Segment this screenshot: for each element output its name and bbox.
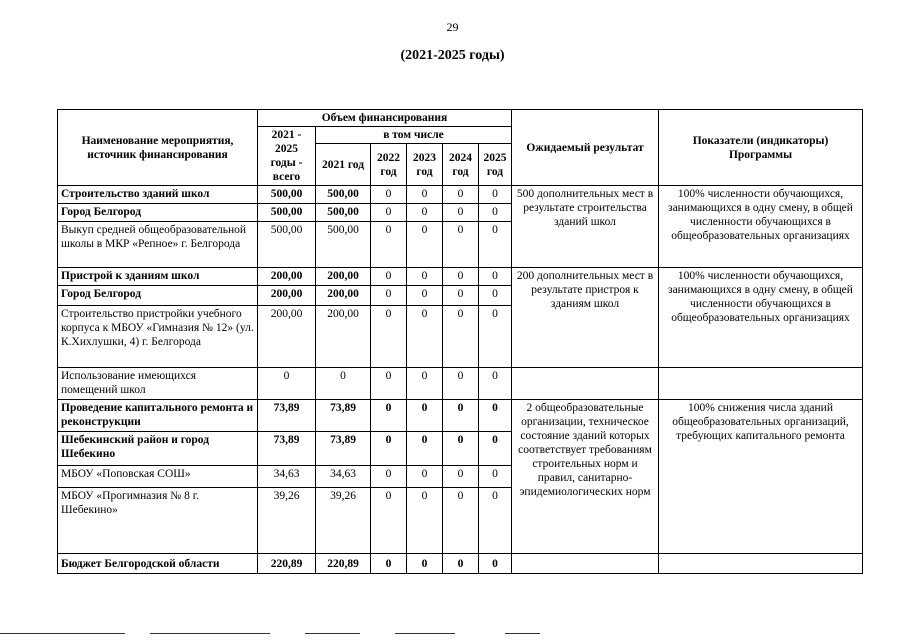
cell-2023: 0 xyxy=(407,368,443,400)
scan-artifact-line xyxy=(150,633,270,634)
indicator-empty xyxy=(659,554,863,574)
cell-2023: 0 xyxy=(407,400,443,432)
result-annex: 200 дополнительных мест в результате пристроя к зданиям школ xyxy=(512,268,659,368)
row-name: Использование имеющихся помещений школ xyxy=(58,368,258,400)
cell-2024: 0 xyxy=(443,488,479,554)
cell-2022: 0 xyxy=(371,368,407,400)
cell-2024: 0 xyxy=(443,554,479,574)
cell-total: 34,63 xyxy=(258,466,316,488)
cell-2023: 0 xyxy=(407,554,443,574)
cell-2021: 73,89 xyxy=(316,400,371,432)
header-name: Наименование мероприятия, источник финансирования xyxy=(58,110,258,186)
cell-total: 0 xyxy=(258,368,316,400)
scan-artifact-line xyxy=(305,633,360,634)
cell-total: 500,00 xyxy=(258,186,316,204)
cell-2022: 0 xyxy=(371,466,407,488)
cell-2021: 34,63 xyxy=(316,466,371,488)
header-indicators: Показатели (индикаторы) Программы xyxy=(659,110,863,186)
cell-2021: 200,00 xyxy=(316,306,371,368)
cell-total: 200,00 xyxy=(258,286,316,306)
indicator-repair: 100% снижения числа зданий общеобразовательных организаций, требующих капитального ремонта xyxy=(659,400,863,554)
cell-2021: 39,26 xyxy=(316,488,371,554)
cell-2024: 0 xyxy=(443,432,479,466)
header-2022: 2022 год xyxy=(371,144,407,186)
cell-2021: 73,89 xyxy=(316,432,371,466)
header-funding: Объем финансирования xyxy=(258,110,512,127)
row-name: Город Белгород xyxy=(58,286,258,306)
cell-2023: 0 xyxy=(407,268,443,286)
cell-2022: 0 xyxy=(371,488,407,554)
indicator-annex: 100% численности обучающихся, занимающихся в одну смену, в общей численности обучающихся в общеобразовательных организациях xyxy=(659,268,863,368)
cell-2022: 0 xyxy=(371,268,407,286)
cell-total: 39,26 xyxy=(258,488,316,554)
cell-2021: 500,00 xyxy=(316,186,371,204)
cell-2025: 0 xyxy=(479,400,512,432)
cell-total: 500,00 xyxy=(258,222,316,268)
row-name: МБОУ «Поповская СОШ» xyxy=(58,466,258,488)
cell-2022: 0 xyxy=(371,432,407,466)
cell-2021: 200,00 xyxy=(316,268,371,286)
result-repair: 2 общеобразовательные организации, техническое состояние зданий которых соответствует требованиям строительных норм и правил, санитарно-эпидемиологических норм xyxy=(512,400,659,554)
indicator-schools: 100% численности обучающихся, занимающихся в одну смену, в общей численности обучающихся в общеобразовательных организациях xyxy=(659,186,863,268)
cell-2021: 200,00 xyxy=(316,286,371,306)
cell-2023: 0 xyxy=(407,488,443,554)
cell-2021: 220,89 xyxy=(316,554,371,574)
cell-2025: 0 xyxy=(479,222,512,268)
table-row xyxy=(58,554,863,574)
row-name: Строительство пристройки учебного корпуса к МБОУ «Гимназия № 12» (ул. К.Хихлушки, 4) г. Белгорода xyxy=(58,306,258,368)
table-row xyxy=(58,268,863,286)
row-name: Шебекинский район и город Шебекино xyxy=(58,432,258,466)
cell-2022: 0 xyxy=(371,222,407,268)
scan-artifact-line xyxy=(0,633,125,634)
cell-2023: 0 xyxy=(407,222,443,268)
cell-2023: 0 xyxy=(407,466,443,488)
period-title: (2021-2025 годы) xyxy=(400,48,505,63)
scan-artifact-line xyxy=(395,633,455,634)
cell-2025: 0 xyxy=(479,488,512,554)
result-empty xyxy=(512,554,659,574)
cell-total: 73,89 xyxy=(258,400,316,432)
cell-2024: 0 xyxy=(443,400,479,432)
cell-2024: 0 xyxy=(443,368,479,400)
header-total: 2021 - 2025 годы - всего xyxy=(258,127,316,186)
cell-2025: 0 xyxy=(479,268,512,286)
header-2021: 2021 год xyxy=(316,144,371,186)
cell-2025: 0 xyxy=(479,466,512,488)
cell-2025: 0 xyxy=(479,432,512,466)
cell-2022: 0 xyxy=(371,400,407,432)
cell-2023: 0 xyxy=(407,186,443,204)
result-schools: 500 дополнительных мест в результате строительства зданий школ xyxy=(512,186,659,268)
cell-2024: 0 xyxy=(443,466,479,488)
cell-2025: 0 xyxy=(479,204,512,222)
scan-artifact-line xyxy=(505,633,540,634)
cell-2025: 0 xyxy=(479,368,512,400)
cell-2022: 0 xyxy=(371,554,407,574)
cell-total: 220,89 xyxy=(258,554,316,574)
cell-total: 500,00 xyxy=(258,204,316,222)
header-2024: 2024 год xyxy=(443,144,479,186)
header-result: Ожидаемый результат xyxy=(512,110,659,186)
cell-2024: 0 xyxy=(443,268,479,286)
cell-2025: 0 xyxy=(479,186,512,204)
financing-table xyxy=(57,109,863,574)
cell-2023: 0 xyxy=(407,306,443,368)
result-empty xyxy=(512,368,659,400)
cell-2024: 0 xyxy=(443,222,479,268)
row-name: Проведение капитального ремонта и реконструкции xyxy=(58,400,258,432)
indicator-empty xyxy=(659,368,863,400)
cell-2022: 0 xyxy=(371,186,407,204)
cell-2025: 0 xyxy=(479,554,512,574)
table-row xyxy=(58,368,863,400)
cell-2022: 0 xyxy=(371,204,407,222)
cell-total: 200,00 xyxy=(258,268,316,286)
cell-2021: 500,00 xyxy=(316,204,371,222)
cell-2024: 0 xyxy=(443,204,479,222)
header-including: в том числе xyxy=(316,127,512,144)
cell-total: 73,89 xyxy=(258,432,316,466)
table-row xyxy=(58,400,863,432)
cell-2025: 0 xyxy=(479,286,512,306)
cell-total: 200,00 xyxy=(258,306,316,368)
cell-2022: 0 xyxy=(371,306,407,368)
table-row xyxy=(58,186,863,204)
cell-2021: 0 xyxy=(316,368,371,400)
row-name: Выкуп средней общеобразовательной школы в МКР «Репное» г. Белгорода xyxy=(58,222,258,268)
cell-2025: 0 xyxy=(479,306,512,368)
cell-2024: 0 xyxy=(443,306,479,368)
row-name: Строительство зданий школ xyxy=(58,186,258,204)
cell-2023: 0 xyxy=(407,286,443,306)
row-name: Бюджет Белгородской области xyxy=(58,554,258,574)
row-name: Пристрой к зданиям школ xyxy=(58,268,258,286)
row-name: Город Белгород xyxy=(58,204,258,222)
cell-2021: 500,00 xyxy=(316,222,371,268)
cell-2023: 0 xyxy=(407,432,443,466)
cell-2024: 0 xyxy=(443,186,479,204)
page-number: 29 xyxy=(446,20,459,34)
cell-2024: 0 xyxy=(443,286,479,306)
row-name: МБОУ «Прогимназия № 8 г. Шебекино» xyxy=(58,488,258,554)
cell-2022: 0 xyxy=(371,286,407,306)
header-2025: 2025 год xyxy=(479,144,512,186)
cell-2023: 0 xyxy=(407,204,443,222)
header-2023: 2023 год xyxy=(407,144,443,186)
